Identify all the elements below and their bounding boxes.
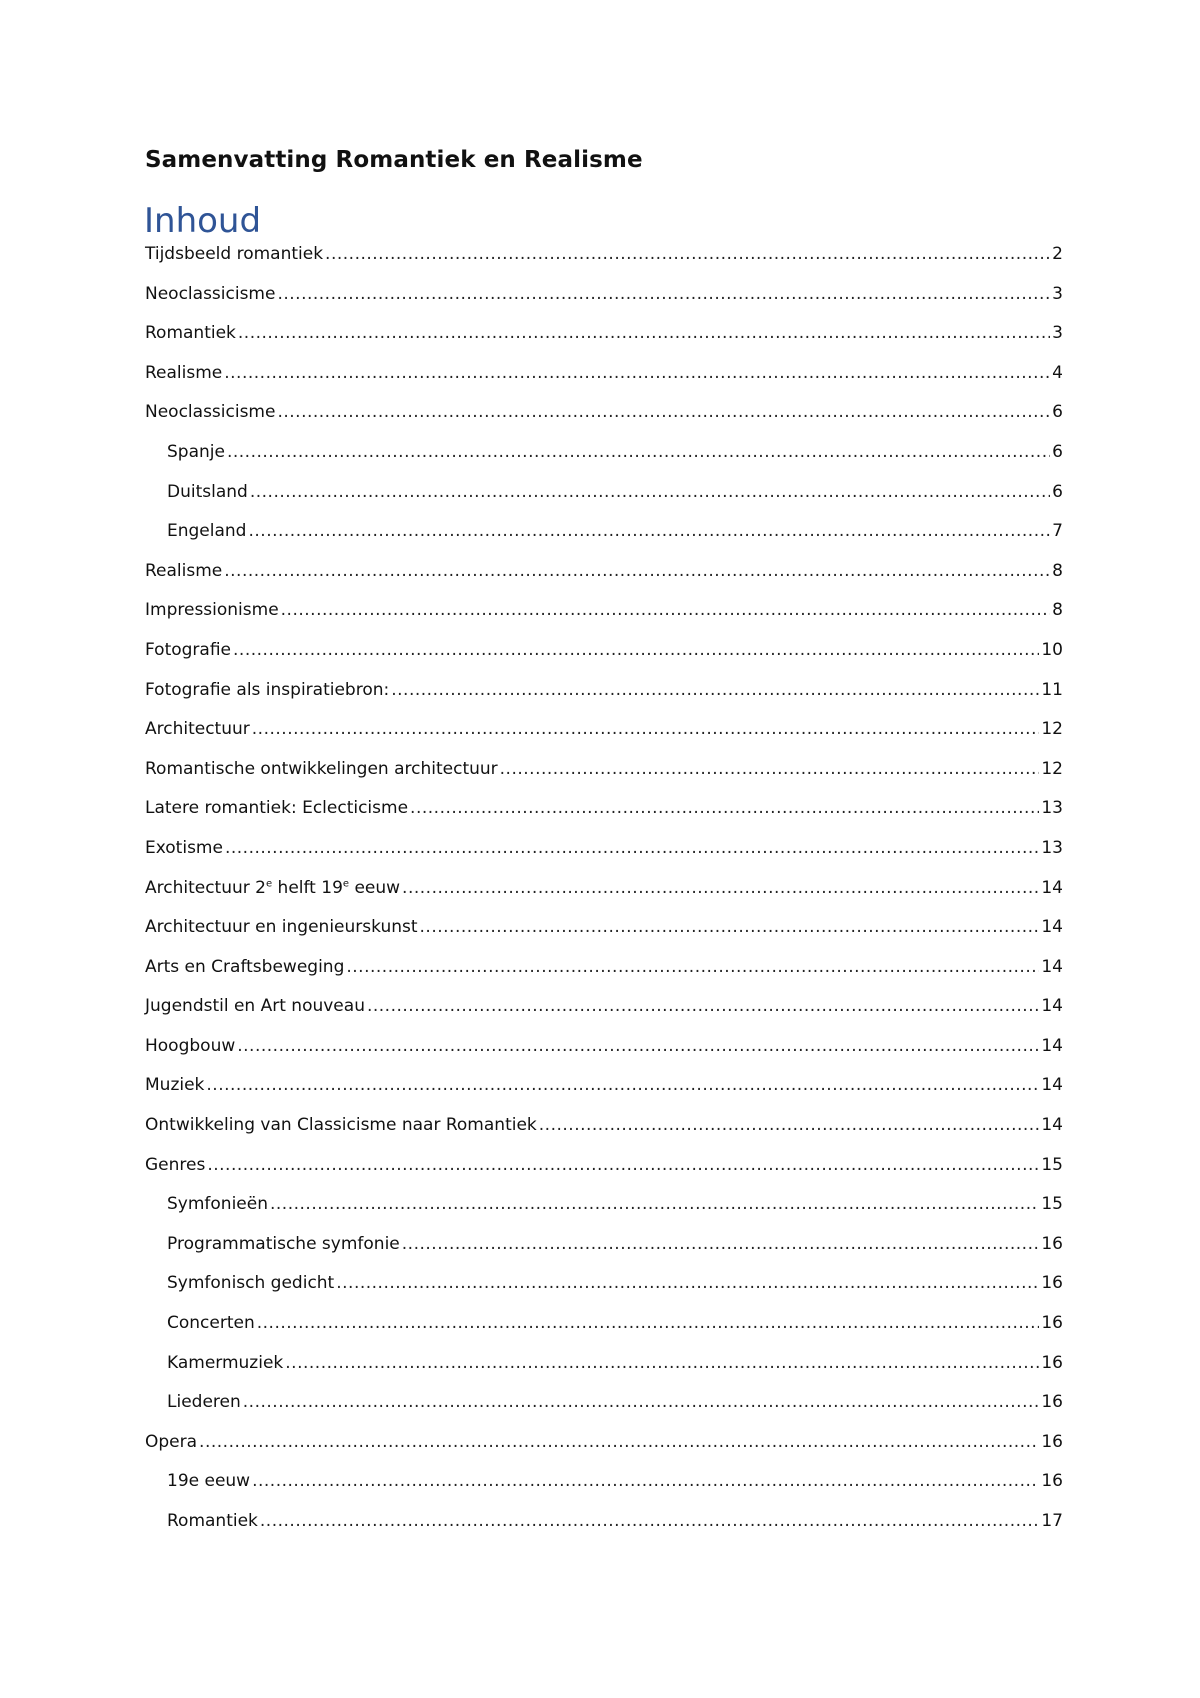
dot-leader <box>410 798 1039 818</box>
toc-page-number[interactable]: 17 <box>1041 1511 1063 1531</box>
toc-page-number[interactable]: 10 <box>1041 639 1063 660</box>
dot-leader <box>248 521 1050 541</box>
toc-entry[interactable] <box>145 1432 1063 1472</box>
toc-page-number[interactable]: 12 <box>1041 758 1063 779</box>
toc-entry-label-part: eeuw <box>349 877 401 898</box>
dot-leader <box>325 244 1050 264</box>
toc-entry[interactable] <box>145 1115 1063 1155</box>
toc-entry-label[interactable]: Engeland <box>167 521 247 542</box>
toc-page-number[interactable]: 14 <box>1041 877 1063 898</box>
toc-page-number[interactable]: 16 <box>1041 1313 1063 1334</box>
dot-leader <box>402 1234 1040 1254</box>
dot-leader <box>257 1313 1040 1333</box>
toc-page-number[interactable]: 8 <box>1052 560 1063 581</box>
toc-page-number[interactable]: 14 <box>1041 1035 1063 1056</box>
dot-leader <box>224 561 1050 581</box>
toc-page-number[interactable]: 11 <box>1041 679 1063 700</box>
toc-entry[interactable] <box>145 521 1063 561</box>
dot-leader <box>277 402 1050 422</box>
dot-leader <box>207 1155 1039 1175</box>
toc-entry[interactable] <box>145 363 1063 403</box>
toc-page-number[interactable]: 14 <box>1041 1075 1063 1096</box>
toc-page-number[interactable]: 2 <box>1052 244 1063 264</box>
toc-entry-label[interactable]: Fotografie <box>145 639 232 660</box>
toc-entry[interactable] <box>145 561 1063 601</box>
toc-page-number[interactable]: 3 <box>1052 323 1063 344</box>
dot-leader <box>260 1511 1039 1531</box>
toc-entry[interactable] <box>145 1511 1063 1551</box>
toc-entry[interactable] <box>145 759 1063 799</box>
toc-entry[interactable] <box>145 719 1063 759</box>
dot-leader <box>420 917 1040 937</box>
toc-page-number[interactable]: 12 <box>1041 719 1063 740</box>
toc-entry-label[interactable]: Duitsland <box>167 481 248 502</box>
toc-entry[interactable] <box>145 878 1063 918</box>
toc-page-number[interactable]: 13 <box>1041 837 1063 858</box>
toc-entry-label[interactable]: Hoogbouw <box>145 1035 236 1056</box>
dot-leader <box>224 363 1050 383</box>
toc-entry-label[interactable]: Kamermuziek <box>167 1352 284 1373</box>
toc-page-number[interactable]: 6 <box>1052 402 1063 423</box>
toc-entry-label-part: helft 19 <box>272 877 343 898</box>
toc-entry-label-part: Architectuur 2 <box>145 877 266 898</box>
toc-page-number[interactable]: 3 <box>1052 283 1063 304</box>
toc-entry[interactable] <box>145 1234 1063 1274</box>
dot-leader <box>250 482 1050 502</box>
toc-entry[interactable] <box>145 600 1063 640</box>
toc-page-number[interactable]: 15 <box>1041 1154 1063 1175</box>
toc-entry-label[interactable]: Romantiek <box>145 323 236 344</box>
toc-entry-label[interactable]: 19e eeuw <box>167 1471 251 1492</box>
toc-entry-label[interactable]: Romantische ontwikkelingen architectuur <box>145 758 498 779</box>
dot-leader <box>500 759 1040 779</box>
toc-page-number[interactable]: 13 <box>1041 798 1063 819</box>
toc-entry[interactable] <box>145 1036 1063 1076</box>
dot-leader <box>199 1432 1039 1452</box>
toc-entry[interactable] <box>145 1155 1063 1195</box>
toc-entry[interactable] <box>145 1273 1063 1313</box>
toc-heading: Inhoud <box>144 201 262 241</box>
toc-page-number[interactable]: 16 <box>1041 1392 1063 1413</box>
toc-entry-label[interactable]: Exotisme <box>145 837 223 858</box>
toc-entry-label[interactable]: Fotografie als inspiratiebron: <box>145 679 390 700</box>
dot-leader <box>237 1036 1039 1056</box>
dot-leader <box>391 680 1039 700</box>
toc-entry-label[interactable]: Muziek <box>145 1075 205 1096</box>
toc-entry[interactable] <box>145 482 1063 522</box>
toc-entry-label[interactable]: Realisme <box>145 362 223 383</box>
toc-entry[interactable] <box>145 323 1063 363</box>
dot-leader <box>281 600 1051 620</box>
toc-entry-label[interactable]: Opera <box>145 1431 198 1452</box>
dot-leader <box>367 996 1039 1016</box>
toc-entry[interactable] <box>145 680 1063 720</box>
toc-page-number[interactable]: 16 <box>1041 1431 1063 1452</box>
toc-entry[interactable] <box>145 1313 1063 1353</box>
toc-entry[interactable] <box>145 957 1063 997</box>
toc-entry[interactable] <box>145 1194 1063 1234</box>
toc-entry-label[interactable]: Tijdsbeeld romantiek <box>145 244 324 264</box>
toc-entry-label[interactable]: Genres <box>145 1154 206 1175</box>
dot-leader <box>539 1115 1040 1135</box>
dot-leader <box>238 323 1050 343</box>
toc-page-number[interactable]: 14 <box>1041 996 1063 1017</box>
toc-page-number[interactable]: 6 <box>1052 481 1063 502</box>
toc-entry[interactable] <box>145 1075 1063 1115</box>
toc-page-number[interactable]: 14 <box>1041 1115 1063 1136</box>
toc-entry[interactable] <box>145 442 1063 482</box>
toc-entry-label[interactable]: Jugendstil en Art nouveau <box>145 996 365 1017</box>
dot-leader <box>225 838 1039 858</box>
toc-entry[interactable] <box>145 1353 1063 1393</box>
toc-entry-label[interactable]: Romantiek <box>167 1511 258 1531</box>
dot-leader <box>233 640 1039 660</box>
toc-entry-label[interactable]: Programmatische symfonie <box>167 1233 400 1254</box>
toc-entry-label[interactable]: Realisme <box>145 560 223 581</box>
toc-entry[interactable] <box>145 798 1063 838</box>
toc-entry-label[interactable]: Arts en Craftsbeweging <box>145 956 345 977</box>
toc-entry-label[interactable]: Spanje <box>167 441 225 462</box>
toc-page-number[interactable]: 16 <box>1041 1471 1063 1492</box>
toc-page-number[interactable]: 8 <box>1052 600 1063 621</box>
toc-entry-label[interactable]: Impressionisme <box>145 600 279 621</box>
toc-page-number[interactable]: 15 <box>1041 1194 1063 1215</box>
toc-entry[interactable] <box>145 996 1063 1036</box>
dot-leader <box>206 1075 1039 1095</box>
toc-page-number[interactable]: 16 <box>1041 1233 1063 1254</box>
toc-entry[interactable] <box>145 284 1063 324</box>
toc-entry[interactable] <box>145 1392 1063 1432</box>
toc-entry-label[interactable]: Symfonieën <box>167 1194 268 1215</box>
toc-page-number[interactable]: 16 <box>1041 1273 1063 1294</box>
toc-page-number[interactable]: 16 <box>1041 1352 1063 1373</box>
dot-leader <box>252 719 1040 739</box>
dot-leader <box>227 442 1050 462</box>
toc-page-number[interactable]: 14 <box>1041 917 1063 938</box>
toc-entry-label[interactable]: Latere romantiek: Eclecticisme <box>145 798 409 819</box>
dot-leader <box>243 1392 1040 1412</box>
toc-entry[interactable] <box>145 838 1063 878</box>
toc-entry[interactable] <box>145 1471 1063 1511</box>
dot-leader <box>402 878 1039 898</box>
dot-leader <box>346 957 1039 977</box>
toc-entry[interactable] <box>145 917 1063 957</box>
dot-leader <box>277 284 1050 304</box>
table-of-contents <box>145 244 1063 1551</box>
superscript: e <box>342 877 350 889</box>
toc-entry-label[interactable]: Architectuur en ingenieurskunst <box>145 917 418 938</box>
dot-leader <box>270 1194 1039 1214</box>
toc-entry[interactable] <box>145 640 1063 680</box>
toc-entry-label[interactable]: Liederen <box>167 1392 241 1413</box>
toc-entry[interactable] <box>145 244 1063 284</box>
toc-entry-label[interactable]: Architectuur <box>145 719 250 740</box>
toc-entry-label[interactable] <box>145 878 400 898</box>
document-title: Samenvatting Romantiek en Realisme <box>145 147 643 173</box>
toc-page-number[interactable]: 14 <box>1041 956 1063 977</box>
toc-entry-label[interactable]: Symfonisch gedicht <box>167 1273 335 1294</box>
toc-page-number[interactable]: 4 <box>1052 362 1063 383</box>
toc-page-number[interactable]: 7 <box>1052 521 1063 542</box>
toc-entry-label[interactable]: Neoclassicisme <box>145 283 276 304</box>
dot-leader <box>285 1353 1039 1373</box>
toc-entry-label[interactable]: Concerten <box>167 1313 255 1334</box>
toc-entry[interactable] <box>145 402 1063 442</box>
dot-leader <box>252 1471 1039 1491</box>
dot-leader <box>336 1273 1039 1293</box>
toc-entry-label[interactable]: Ontwikkeling van Classicisme naar Romantiek <box>145 1115 537 1136</box>
toc-page-number[interactable]: 6 <box>1052 441 1063 462</box>
toc-entry-label[interactable]: Neoclassicisme <box>145 402 276 423</box>
superscript: e <box>265 877 273 889</box>
